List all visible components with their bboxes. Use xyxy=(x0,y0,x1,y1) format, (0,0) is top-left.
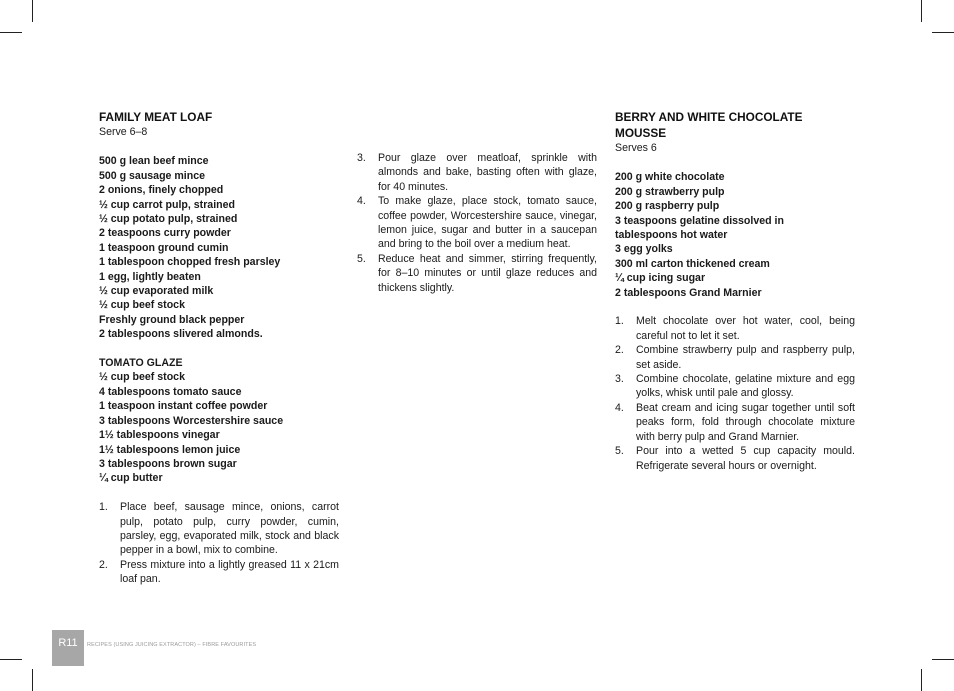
ingredient-item: 3 tablespoons Worcestershire sauce xyxy=(99,414,284,427)
ingredient-item: 200 g raspberry pulp xyxy=(615,200,720,213)
recipe-title-line2: MOUSSE xyxy=(615,126,667,140)
step-number: 1. xyxy=(99,501,108,514)
step-text: Combine strawberry pulp and raspberry pulp, set aside. xyxy=(636,344,855,371)
glaze-ingredient-list xyxy=(99,370,339,485)
method-step xyxy=(357,151,597,194)
ingredient-list xyxy=(99,154,339,341)
crop-mark xyxy=(932,32,954,33)
ingredient-list xyxy=(615,170,855,300)
step-number: 3. xyxy=(357,152,366,164)
serves-text: Serves 6 xyxy=(615,142,657,154)
step-number: 4. xyxy=(357,195,366,208)
footer-running-title: RECIPES (USING JUICING EXTRACTOR) – FIBRE FAVOURITES xyxy=(87,642,257,648)
crop-mark xyxy=(921,669,922,691)
method-step xyxy=(99,500,339,558)
ingredient-item: 2 tablespoons slivered almonds. xyxy=(99,328,263,341)
step-number: 5. xyxy=(615,445,624,458)
recipe-berry-mousse xyxy=(615,109,855,473)
step-text: Pour into a wetted 5 cup capacity mould. Refrigerate several hours or overnight. xyxy=(636,445,855,472)
method-steps xyxy=(357,151,597,295)
step-number: 2. xyxy=(615,344,624,357)
step-number: 2. xyxy=(99,558,108,571)
method-step xyxy=(615,314,855,343)
method-step xyxy=(357,252,597,295)
meat-loaf-method-continued xyxy=(357,151,597,295)
step-text: Combine chocolate, gelatine mixture and egg yolks, whisk until pale and glossy. xyxy=(636,373,855,400)
ingredient-item: 1½ tablespoons lemon juice xyxy=(99,443,241,456)
ingredient-item: 200 g white chocolate xyxy=(615,171,725,184)
ingredient-item: 4 tablespoons tomato sauce xyxy=(99,385,242,398)
ingredient-item: 1 tablespoon chopped fresh parsley xyxy=(99,256,281,269)
ingredient-item: Freshly ground black pepper xyxy=(99,313,245,326)
serves-text: Serve 6–8 xyxy=(99,126,148,138)
recipe-meat-loaf xyxy=(99,109,339,587)
glaze-title: TOMATO GLAZE xyxy=(99,357,183,370)
recipe-title: BERRY AND WHITE CHOCOLATE xyxy=(615,110,803,124)
crop-mark xyxy=(932,659,954,660)
ingredient-item: 3 egg yolks xyxy=(615,243,673,256)
method-steps xyxy=(615,314,855,472)
step-number: 1. xyxy=(615,315,624,328)
crop-mark xyxy=(921,0,922,22)
method-step xyxy=(615,343,855,372)
method-step xyxy=(99,558,339,587)
ingredient-item: ½ cup carrot pulp, strained xyxy=(99,198,235,211)
method-step xyxy=(615,444,855,473)
ingredient-item: 1 egg, lightly beaten xyxy=(99,270,201,283)
ingredient-item: 3 teaspoons gelatine dissolved in xyxy=(615,214,784,227)
ingredient-item: ¼ cup icing sugar xyxy=(615,272,706,285)
ingredient-item: ½ cup beef stock xyxy=(99,371,185,384)
crop-mark xyxy=(0,32,22,33)
page-number-badge xyxy=(52,630,84,666)
page-number: R11 xyxy=(58,637,78,649)
ingredient-item: 300 ml carton thickened cream xyxy=(615,257,770,270)
recipe-title: FAMILY MEAT LOAF xyxy=(99,110,213,124)
step-text: To make glaze, place stock, tomato sauce, coffee powder, Worcestershire sauce, vinegar, lemon juice, sugar and butter in a saucepan and bring to the boil over a medium heat. xyxy=(378,195,597,251)
method-steps xyxy=(99,500,339,586)
step-number: 3. xyxy=(615,373,624,386)
ingredient-item: 2 teaspoons curry powder xyxy=(99,227,231,240)
step-text: Press mixture into a lightly greased 11 x 21cm loaf pan. xyxy=(120,558,339,586)
crop-mark xyxy=(0,659,22,660)
step-number: 5. xyxy=(357,252,366,265)
ingredient-item: 500 g sausage mince xyxy=(99,169,205,182)
step-text: Place beef, sausage mince, onions, carrot pulp, potato pulp, curry powder, cumin, parsley, egg, evaporated milk, stock and black pepper in a bowl, mix to combine. xyxy=(120,501,339,557)
method-step xyxy=(615,372,855,401)
step-text: Beat cream and icing sugar together until soft peaks form, fold through chocolate mixture with berry pulp and Grand Marnier. xyxy=(636,401,855,443)
crop-mark xyxy=(32,0,33,22)
step-text: Reduce heat and simmer, stirring frequently, for 8–10 minutes or until glaze reduces and thickens slightly. xyxy=(378,252,597,294)
ingredient-item: ½ cup beef stock xyxy=(99,299,185,312)
ingredient-item: ½ cup evaporated milk xyxy=(99,285,214,298)
ingredient-item: 3 tablespoons brown sugar xyxy=(99,457,237,470)
ingredient-item: ½ cup potato pulp, strained xyxy=(99,213,238,226)
method-step xyxy=(357,194,597,252)
ingredient-item: tablespoons hot water xyxy=(615,229,728,242)
ingredient-item: 500 g lean beef mince xyxy=(99,155,209,168)
method-step xyxy=(615,401,855,444)
crop-mark xyxy=(32,669,33,691)
step-text: Melt chocolate over hot water, cool, being careful not to let it set. xyxy=(636,315,855,342)
ingredient-item: 200 g strawberry pulp xyxy=(615,185,725,198)
ingredient-item: 1 teaspoon ground cumin xyxy=(99,241,229,254)
step-text: Pour glaze over meatloaf, sprinkle with almonds and bake, basting often with glaze, for 40 minutes. xyxy=(378,152,597,193)
ingredient-item: 1½ tablespoons vinegar xyxy=(99,429,220,442)
ingredient-item: 2 onions, finely chopped xyxy=(99,184,224,197)
ingredient-item: 2 tablespoons Grand Marnier xyxy=(615,286,762,299)
ingredient-item: 1 teaspoon instant coffee powder xyxy=(99,400,268,413)
step-number: 4. xyxy=(615,401,624,414)
ingredient-item: ¼ cup butter xyxy=(99,472,163,485)
